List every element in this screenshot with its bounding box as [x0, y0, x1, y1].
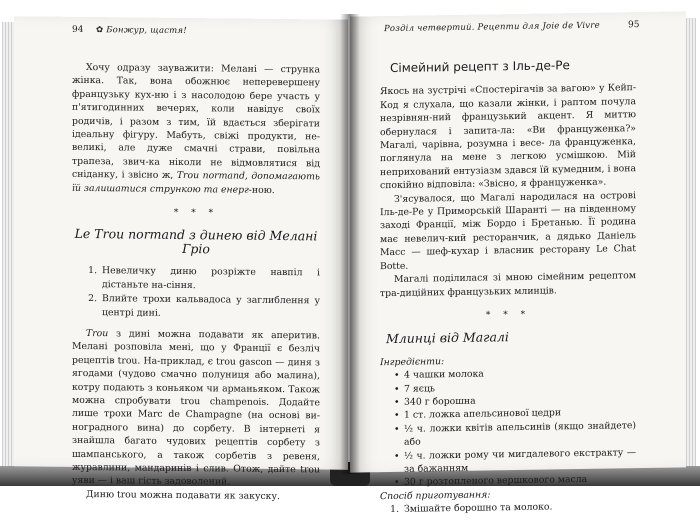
method-label: Спосіб приготування:	[380, 489, 491, 502]
section-divider: * * *	[485, 309, 531, 321]
list-item: • 4 чашки молока	[404, 365, 636, 382]
ingredients-list	[380, 365, 636, 490]
recipe-title: Млинці від Магалі	[386, 329, 509, 347]
list-item: • 1 ст. ложка апельсинової цедри	[404, 405, 636, 422]
right-page	[350, 11, 686, 515]
paragraph: Магалі поділилася зі мною сімейним рецептом тра-диційних французьких млинців.	[380, 270, 636, 299]
method-steps-list	[380, 499, 636, 516]
running-head-right: Розділ четвертий. Рецепти для Joie de Vivre	[384, 20, 600, 35]
list-item: 2. Влийте трохи кальвадоса у заглиблення у центрі дині.	[100, 292, 320, 321]
list-item: 1. Змішайте борошно та молоко.	[402, 499, 636, 516]
section-title: Сімейний рецепт з Іль-де-Ре	[390, 58, 570, 76]
paragraph: Trou з дині можна подавати як аперитив. Мелані розповіла мені, що у Франції є безліч рецептів trou. На-приклад, є trou gascon — диня з ягодами (чудово смачно полуниця або малина), котру подають з коньяком чи арманьяком. Також можна спробувати trou champenois. Додайте лише трохи Marc de Champagne (на основі ви-ноградного вина) до сорбету. В інтернеті я знайшла багато чудових рецептів сорбету з шампанського, а також сорбетів з ревеня, журавлини, мандаринів і слив. Отож, дайте trou уяви — і ваш гість задоволений.	[72, 327, 320, 488]
ingredients-label: Інгредієнти:	[380, 355, 445, 368]
page-number-right: 95	[628, 20, 640, 31]
page-number-left: 94	[72, 24, 84, 35]
paragraph: Хочу одразу зауважити: Мелані — струнка жінка. Так, вона обожнює неперевершену французьку кух-ню і з насолодою бере участь у п'ятигодинних вечерях, коли навідує своїх родичів, і разом з тим, їй вдається зберігати ідеальну фігуру. Мабуть, свіжі продукти, не-великі, але дуже смачні страви, повільна трапеза, звич-ка ніколи не відмовлятися від сніданку, і звісно ж, Trou normand, допомагають їй залишатися стрункою та енерг-ною.	[72, 62, 320, 196]
steps-list	[72, 264, 320, 321]
left-page-body	[72, 61, 320, 504]
paragraph: З'ясувалося, що Магалі народилася на острові Іль-де-Ре у Приморській Шаранті — на південному заході Франції, між Бордо і Бретанью. Її родина має невелич-кий ресторанчик, а дядько Даніель Масс — шеф-кухар і власник ресторану Le Chat Botte.	[380, 189, 636, 272]
right-page-body	[380, 58, 636, 525]
list-item: • 340 г борошна	[404, 392, 636, 409]
book-gutter	[340, 14, 360, 474]
paragraph: Диню trou можна подавати як закуску.	[86, 488, 280, 502]
recipe-title: Le Trou normand з динею від Мелані Гріо	[74, 226, 318, 257]
list-item: • 30 г розтопленого вершкового масла	[404, 473, 636, 490]
left-page	[14, 16, 348, 502]
list-item: • ½ ч. ложки рому чи мигдалевого екстракту — за бажанням	[404, 446, 636, 476]
paragraph: Якось на зустрічі «Спостерігачів за вагою» у Кейп-Код я слухала, що казали жінки, і раптом почула незрівнян-ний французький акцент. Я миттю обернулася і запита-ла: «Ви француженка?» Магалі, чарівна, розумна і весе- ла француженка, поглянула на мене з легкою усмішкою. Мій неприхований ентузіазм здався їй кумедним, і вона спокійно відповіла: «Звісно, я француженка».	[380, 82, 636, 192]
section-divider: * * *	[173, 207, 219, 219]
list-item: • ½ ч. ложки квітів апельсинів (якщо знайдете) або	[404, 419, 636, 449]
list-item: • 7 яєць	[404, 379, 636, 396]
running-head-left: ✿ Бонжур, щастя!	[96, 25, 187, 37]
list-item: 1. Невеличку диню розріжте навпіл і дістаньте на-сіння.	[100, 264, 320, 293]
